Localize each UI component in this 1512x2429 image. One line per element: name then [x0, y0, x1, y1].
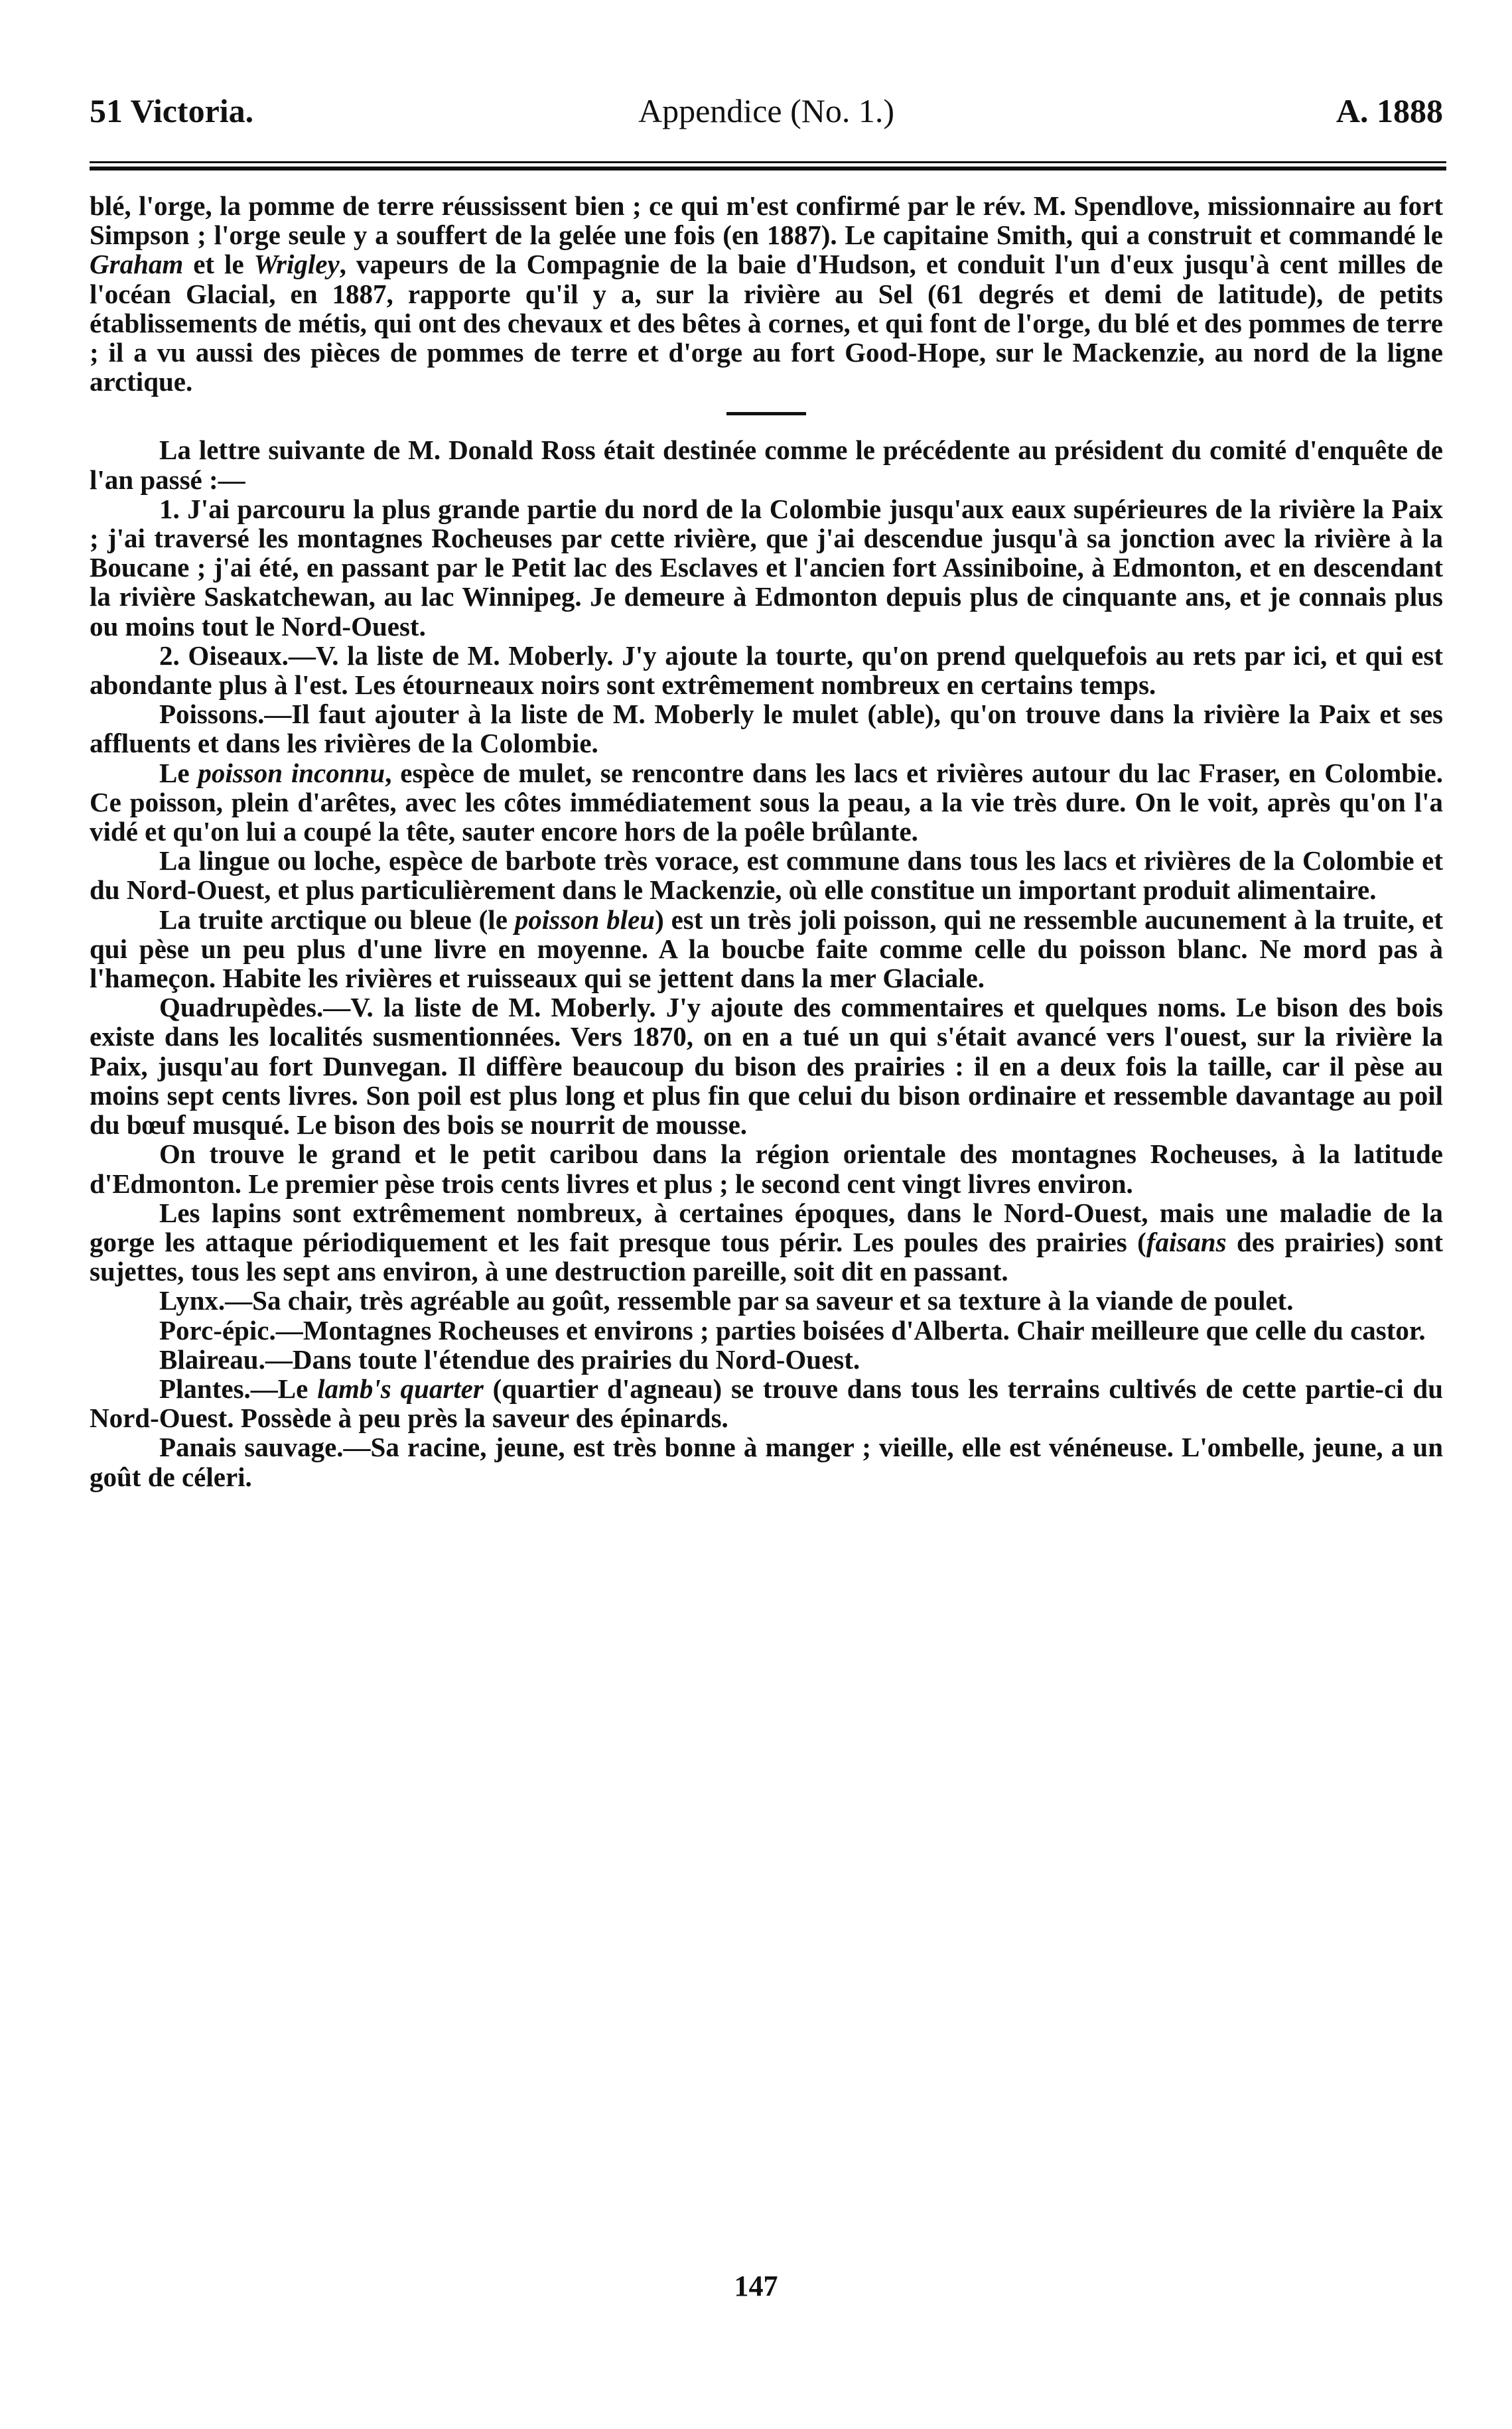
header-year: A. 1888 [1336, 92, 1443, 129]
vessel-name-wrigley: Wrigley [253, 249, 340, 280]
header-rule-thin [90, 161, 1446, 163]
header-session: 51 Victoria. [90, 92, 254, 129]
running-header [90, 92, 1443, 145]
paragraph-plantes: Plantes.—Le lamb's quarter (quartier d'agneau) se trouve dans tous les terrains cultivés de cette partie-ci du Nord-Ouest. Possède à peu près la saveur des épinards. [90, 1373, 1444, 1434]
paragraph-blaireau: Blaireau.—Dans toute l'étendue des prairies du Nord-Ouest. [159, 1344, 860, 1375]
paragraph-truite: La truite arctique ou bleue (le poisson bleu) est un très joli poisson, qui ne ressemble aucunement à la truite, et qui pèse un peu plus d'une livre en moyenne. A la boucbe faite comme celle du poisson blanc. Ne mord pas à l'hameçon. Habite les rivières et ruisseaux qui se jettent dans la mer Glaciale. [90, 904, 1443, 994]
paragraph-lynx: Lynx.—Sa chair, très agréable au goût, ressemble par sa saveur et sa texture à la viande de poulet. [159, 1285, 1294, 1316]
section-separator [726, 412, 806, 415]
page-number: 147 [734, 2270, 778, 2302]
paragraph-quadrupedes: Quadrupèdes.—V. la liste de M. Moberly. J'y ajoute des commentaires et quelques noms. Le bison des bois existe dans les localités susmentionnées. Vers 1870, on en a tué un qui s'était avancé vers l'ouest, sur la rivière la Paix, jusqu'au fort Dunvegan. Il diffère beaucoup du bison des prairies : il en a deux fois la taille, car il pèse au moins sept cents livres. Son poil est plus long et plus fin que celui du bison ordinaire et ressemble davantage au poil du bœuf musqué. Le bison des bois se nourrit de mousse. [90, 992, 1443, 1141]
vessel-name-graham: Graham [90, 249, 184, 280]
paragraph-poisson-inconnu: Le poisson inconnu, espèce de mulet, se rencontre dans les lacs et rivières autour du lac Fraser, en Colombie. Ce poisson, plein d'arêtes, avec les côtes immédiatement sous la peau, a la vie très dure. On le voit, après qu'on l'a vidé et qu'on lui a coupé la tête, sauter encore hors de la poêle brûlante. [90, 757, 1444, 847]
header-rule-thick [90, 167, 1446, 171]
paragraph-lapins: Les lapins sont extrêmement nombreux, à certaines époques, dans le Nord-Ouest, mais une maladie de la gorge les attaque périodiquement et les fait presque tous périr. Les poules des prairies (faisans des prairies) sont sujettes, tous les sept ans environ, à une destruction pareille, soit dit en passant. [90, 1197, 1443, 1287]
paragraph-porc-epic: Porc-épic.—Montagnes Rocheuses et environs ; parties boisées d'Alberta. Chair meilleure que celle du castor. [159, 1314, 1426, 1346]
page-body [90, 191, 1443, 1492]
paragraph-panais: Panais sauvage.—Sa racine, jeune, est très bonne à manger ; vieille, elle est vénéneuse. L'ombelle, jeune, a un goût de céleri. [90, 1432, 1443, 1492]
header-appendix: Appendice (No. 1.) [638, 92, 894, 129]
paragraph-lingue: La lingue ou loche, espèce de barbote très vorace, est commune dans tous les lacs et rivières de la Colombie et du Nord-Ouest, et plus particulièrement dans le Mackenzie, où elle constitue un important produit alimentaire. [90, 845, 1443, 906]
paragraph-oiseaux: 2. Oiseaux.—V. la liste de M. Moberly. J'y ajoute la tourte, qu'on prend quelquefois au rets par ici, et qui est abondante plus à l'est. Les étourneaux noirs sont extrêmement nombreux en certains temps. [90, 640, 1443, 701]
paragraph-poissons: Poissons.—Il faut ajouter à la liste de M. Moberly le mulet (able), qu'on trouve dans la rivière la Paix et ses affluents et dans les rivières de la Colombie. [90, 699, 1443, 759]
paragraph-continuation: blé, l'orge, la pomme de terre réussissent bien ; ce qui m'est confirmé par le rév. M. Spendlove, missionnaire au fort Simpson ; l'orge seule y a souffert de la gelée une fois (en 1887). Le capitaine Smith, qui a construit et commandé le Graham et le Wrigley, vapeurs de la Compagnie de la baie d'Hudson, et conduit l'un d'eux jusqu'à cent milles de l'océan Glacial, en 1887, rapporte qu'il y a, sur la rivière au Sel (61 degrés et demi de latitude), de petits établissements de métis, qui ont des chevaux et des bêtes à cornes, et qui font de l'orge, du blé et des pommes de terre ; il a vu aussi des pièces de pommes de terre et d'orge au fort Good-Hope, sur le Mackenzie, au nord de la ligne arctique. [90, 190, 1443, 397]
paragraph-1: 1. J'ai parcouru la plus grande partie du nord de la Colombie jusqu'aux eaux supérieures de la rivière la Paix ; j'ai traversé les montagnes Rocheuses par cette rivière, que j'ai descendue jusqu'à sa jonction avec la rivière à la Boucane ; j'ai été, en passant par le Petit lac des Esclaves et l'ancien fort Assiniboine, à Edmonton, et en descendant la rivière Saskatchewan, au lac Winnipeg. Je demeure à Edmonton depuis plus de cinquante ans, et je connais plus ou moins tout le Nord-Ouest. [90, 493, 1443, 642]
paragraph-caribou: On trouve le grand et le petit caribou dans la région orientale des montagnes Rocheuses, à la latitude d'Edmonton. Le premier pèse trois cents livres et plus ; le second cent vingt livres environ. [90, 1139, 1443, 1199]
paragraph-intro-letter: La lettre suivante de M. Donald Ross était destinée comme le précédente au président du comité d'enquête de l'an passé :— [90, 435, 1443, 495]
